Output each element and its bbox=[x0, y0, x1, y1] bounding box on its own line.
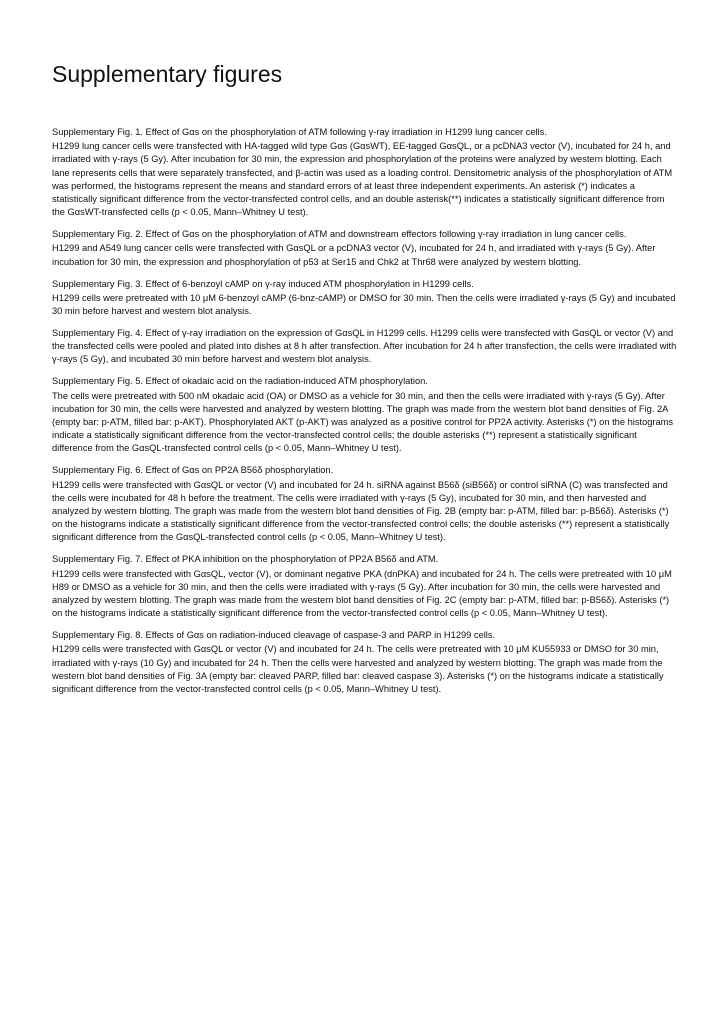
figure-caption-3 bbox=[52, 278, 678, 319]
figure-caption-4 bbox=[52, 327, 678, 367]
caption-body: Supplementary Fig. 4. Effect of γ-ray irradiation on the expression of GαsQL in H1299 cells. H1299 cells were transfected with GαsQL or vector (V) and the transfected cells were pooled and plated into dishes at 8 h after transfection. After incubation for 24 h after transfection, the cells were irradiated with γ-rays (5 Gy), and incubated 30 min before harvest and western blot analysis. bbox=[52, 328, 677, 365]
figure-caption-8 bbox=[52, 629, 678, 696]
caption-heading: Supplementary Fig. 5. Effect of okadaic acid on the radiation-induced ATM phosphorylation. bbox=[52, 376, 428, 387]
figure-caption-1 bbox=[52, 126, 678, 219]
figure-caption-7 bbox=[52, 553, 678, 620]
caption-list bbox=[52, 126, 678, 705]
figure-caption-6 bbox=[52, 464, 678, 544]
caption-body: H1299 cells were transfected with GαsQL or vector (V) and incubated for 24 h. siRNA against B56δ (siB56δ) or control siRNA (C) was transfected and the cells were incubated for 48 h before the treatment. The cells were irradiated with γ-rays (5 Gy), incubated for 30 min, and then harvested and analyzed by western blotting. The graph was made from the western blot band densities of Fig. 2B (empty bar: p-ATM, filled bar: p-B56δ). Asterisks (*) on the histograms indicate a statistically significant difference from the vector-transfected control cells; the double asterisks (**) represent a statistically significant difference from the GαsQL-transfected control cells (p < 0.05, Mann–Whitney U test). bbox=[52, 479, 670, 543]
caption-body: H1299 lung cancer cells were transfected with HA-tagged wild type Gαs (GαsWT), EE-tagged GαsQL, or a pcDNA3 vector (V), incubated for 24 h, and irradiated with γ-rays (5 Gy). After incubation for 30 min, the expression and phosphorylation of the proteins were analyzed by western blotting. Each lane represents cells that were separately transfected, and β-actin was used as a loading control. Densitometric analysis of the phosphorylation of ATM was performed, the histograms represent the means and standard errors of at least three independent experiments. An asterisk (*) indicates a statistically significant difference from the vector-transfected control cells, and an double asterisk(**) indicates a statistically significant difference from the GαsWT-transfected cells (p < 0.05, Mann–Whitney U test). bbox=[52, 141, 673, 218]
page-title: Supplementary figures bbox=[52, 61, 283, 87]
caption-heading: Supplementary Fig. 7. Effect of PKA inhibition on the phosphorylation of PP2A B56δ and ATM. bbox=[52, 554, 439, 565]
caption-body: H1299 cells were pretreated with 10 μM 6-benzoyl cAMP (6-bnz-cAMP) or DMSO for 30 min. Then the cells were irradiated γ-rays (5 Gy) and incubated 30 min before harvest and western blot analysis. bbox=[52, 292, 676, 317]
caption-heading: Supplementary Fig. 2. Effect of Gαs on the phosphorylation of ATM and downstream effectors following γ-ray irradiation in lung cancer cells. bbox=[52, 229, 627, 240]
caption-heading: Supplementary Fig. 6. Effect of Gαs on PP2A B56δ phosphorylation. bbox=[52, 465, 334, 476]
figure-caption-2 bbox=[52, 228, 678, 269]
figure-caption-5 bbox=[52, 375, 678, 455]
caption-body: H1299 cells were transfected with GαsQL or vector (V) and incubated for 24 h. The cells were pretreated with 10 μM KU55933 or DMSO for 30 min, irradiated with γ-rays (10 Gy) and incubated for 24 h. Then the cells were harvested and analyzed by western blotting. The graph was made from the western blot band densities of Fig. 3A (empty bar: cleaved PARP, filled bar: cleaved caspase 3). Asterisks (*) on the histograms indicate a statistically significant difference from the vector-transfected control cells (p < 0.05, Mann–Whitney U test). bbox=[52, 644, 664, 695]
caption-heading: Supplementary Fig. 3. Effect of 6-benzoyl cAMP on γ-ray induced ATM phosphorylation in H1299 cells. bbox=[52, 278, 474, 289]
caption-body: H1299 cells were transfected with GαsQL, vector (V), or dominant negative PKA (dnPKA) and incubated for 24 h. The cells were pretreated with 10 μM H89 or DMSO as a vehicle for 30 min, and then the cells were irradiated with γ-rays (5 Gy). After incubation for 30 min, the cells were harvested and analyzed by western blotting. The graph was made from the western blot band densities of Fig. 2C (empty bar: p-ATM, filled bar: p-B56δ). Asterisks (*) on the histograms indicate a statistically significant difference from the vector-transfected control cells (p < 0.05, Mann–Whitney U test). bbox=[52, 568, 672, 619]
caption-heading: Supplementary Fig. 1. Effect of Gαs on the phosphorylation of ATM following γ-ray irradiation in H1299 lung cancer cells. bbox=[52, 127, 547, 137]
caption-heading: Supplementary Fig. 8. Effects of Gαs on radiation-induced cleavage of caspase-3 and PARP in H1299 cells. bbox=[52, 630, 496, 641]
caption-body: The cells were pretreated with 500 nM okadaic acid (OA) or DMSO as a vehicle for 30 min, and then the cells were irradiated with γ-rays (5 Gy). After incubation for 30 min, the cells were harvested and analyzed by western blotting. The graph was made from the western blot band densities of Fig. 2A (empty bar: p-ATM, filled bar: p-AKT). Phosphorylated AKT (p-AKT) was analyzed as a positive control for PP2A activity. Asterisks (*) on the histograms indicate a statistically significant difference from the vector-transfected control cells; the double asterisks (**) represent a statistically significant difference from the GαsQL-transfected control cells (p < 0.05, Mann–Whitney U test). bbox=[52, 390, 674, 454]
caption-body: H1299 and A549 lung cancer cells were transfected with GαsQL or a pcDNA3 vector (V), incubated for 24 h, and irradiated with γ-rays (5 Gy). After incubation for 30 min, the expression and phosphorylation of p53 at Ser15 and Chk2 at Thr68 were analyzed by western blotting. bbox=[52, 243, 656, 267]
